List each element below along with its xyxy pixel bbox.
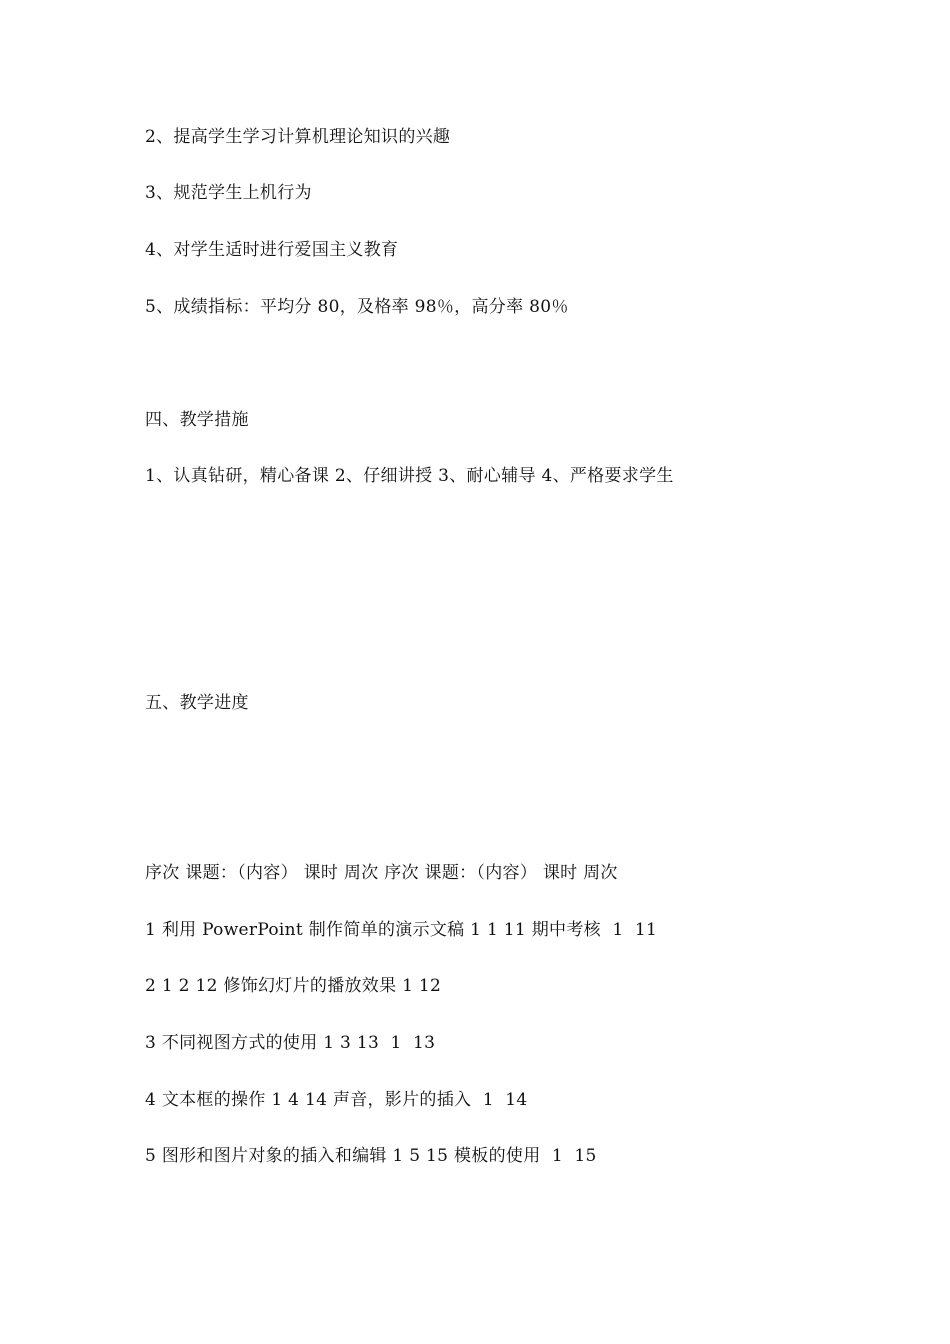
goal-item-4: 4、对学生适时进行爱国主义教育 [145,240,399,260]
schedule-row: 5 图形和图片对象的插入和编辑 1 5 15 模板的使用 1 15 [145,1146,597,1166]
goal-item-5: 5、成绩指标：平均分 80，及格率 98％，高分率 80％ [145,297,569,317]
teaching-measures-text: 1、认真钻研，精心备课 2、仔细讲授 3、耐心辅导 4、严格要求学生 [145,466,674,486]
goal-item-3: 3、规范学生上机行为 [145,183,312,203]
section-heading-teaching-progress: 五、教学进度 [145,693,249,713]
schedule-row: 3 不同视图方式的使用 1 3 13 1 13 [145,1033,436,1053]
goal-item-2: 2、提高学生学习计算机理论知识的兴趣 [145,127,451,147]
schedule-row: 4 文本框的操作 1 4 14 声音，影片的插入 1 14 [145,1090,528,1110]
schedule-header: 序次 课题：（内容） 课时 周次 序次 课题：（内容） 课时 周次 [145,863,618,883]
section-heading-teaching-measures: 四、教学措施 [145,410,249,430]
schedule-row: 1 利用 PowerPoint 制作简单的演示文稿 1 1 11 期中考核 1 11 [145,920,658,940]
schedule-row: 2 1 2 12 修饰幻灯片的播放效果 1 12 [145,976,442,996]
